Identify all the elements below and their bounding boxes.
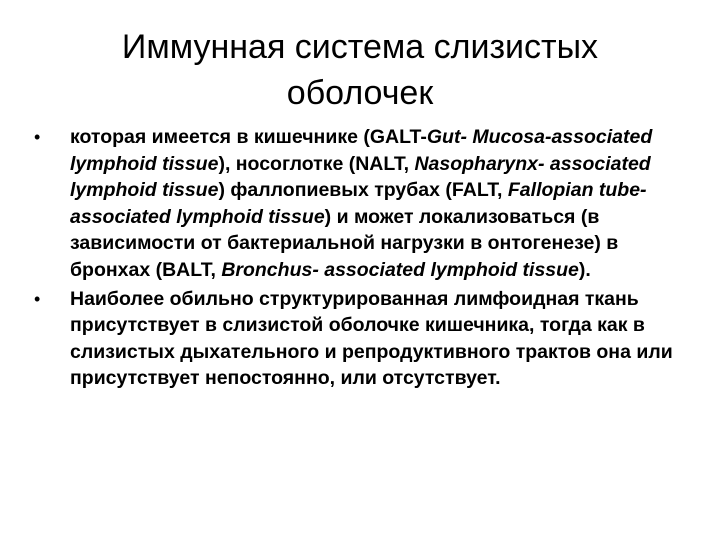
- page-title: [20, 24, 700, 116]
- text-segment-italic: Bronchus- associated lymphoid tissue: [221, 258, 579, 281]
- bullet-icon: •: [34, 127, 41, 147]
- list-item: [32, 286, 700, 392]
- text-segment: ) и может локализоваться (в зависимости от бактериальной нагрузки в онтогенезе) в бронхах (BALT,: [70, 205, 619, 281]
- title-line-2: оболочек: [286, 74, 434, 112]
- list-item: [32, 124, 700, 284]
- bullet-icon: •: [34, 288, 41, 309]
- text-segment-italic: Gut- Mucosa-associated lymphoid tissue: [70, 126, 653, 175]
- bullet-list: [32, 124, 700, 394]
- text-segment: которая имеется в кишечнике (GALT-: [70, 126, 427, 148]
- text-segment: ), носоглотке (NALT,: [218, 152, 415, 175]
- bullet-text: [70, 286, 700, 392]
- text-segment: Наиболее обильно структурированная лимфоидная ткань присутствует в слизистой оболочке кишечника, тогда как в слизистых дыхательного и репродуктивного трактов она или присутствует непостоянно, или отсутствует.: [70, 287, 673, 390]
- title-line-1: Иммунная система слизистых: [121, 28, 599, 66]
- text-segment-italic: Fallopian tube-associated lymphoid tissue: [70, 179, 647, 228]
- text-segment: ).: [578, 258, 591, 281]
- text-segment-italic: Nasopharynx- associated lymphoid tissue: [70, 152, 651, 202]
- text-segment: ) фаллопиевых трубах (FALT,: [218, 179, 508, 202]
- bullet-text: [70, 124, 700, 284]
